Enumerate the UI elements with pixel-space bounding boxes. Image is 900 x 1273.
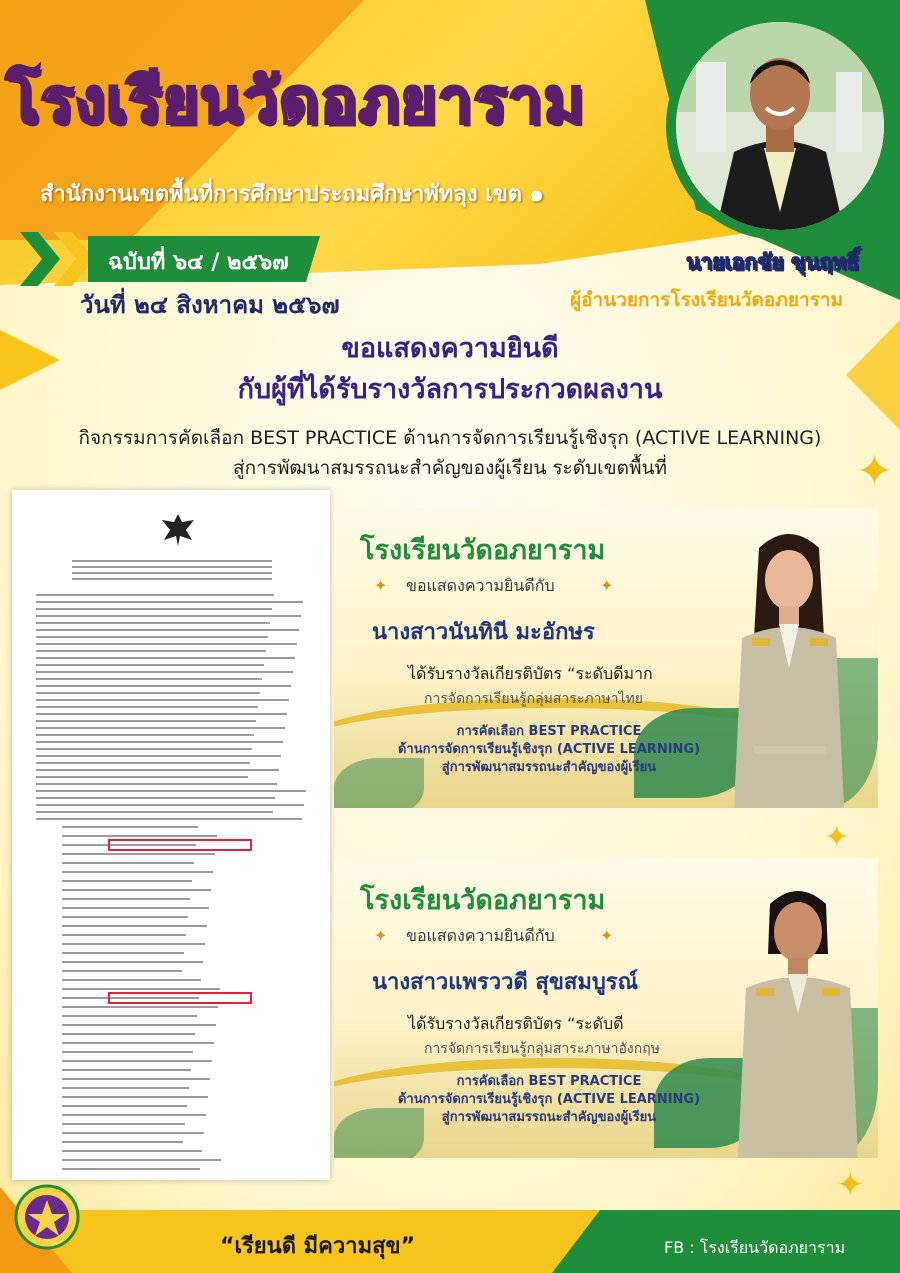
document-text-line — [62, 925, 207, 927]
highlight-box — [108, 839, 252, 851]
award-level: ได้รับรางวัลเกียรติบัตร “ระดับดีมาก — [408, 664, 653, 683]
learning-subject: การจัดการเรียนรู้กลุ่มสาระภาษาไทย — [424, 691, 643, 707]
document-text-line — [62, 1024, 216, 1026]
facebook-page[interactable]: FB : โรงเรียนวัดอภยาราม — [664, 1238, 846, 1257]
best-practice-line: ด้านการจัดการเรียนรู้เชิงรุก (ACTIVE LEARNING) — [397, 742, 701, 757]
document-text-line — [62, 1132, 204, 1134]
garuda-emblem-icon — [158, 510, 198, 550]
document-text-line — [36, 776, 248, 778]
document-text-line — [62, 961, 203, 963]
document-text-line — [62, 1069, 191, 1071]
document-text-line — [62, 952, 184, 954]
card-school-name: โรงเรียนวัดอภยาราม — [360, 885, 606, 916]
document-text-line — [36, 713, 287, 715]
office-subtitle: สำนักงานเขตพื้นที่การศึกษาประถมศึกษาพัทลุง เขต ๑ — [40, 182, 544, 207]
document-text-line — [36, 622, 270, 624]
document-text-line — [62, 1114, 206, 1116]
star-icon: ✦ — [824, 820, 850, 855]
teacher-photo — [730, 884, 866, 1158]
document-text-line — [36, 692, 260, 694]
document-text-line — [36, 818, 302, 820]
document-text-line — [36, 811, 273, 813]
document-text-line — [36, 727, 285, 729]
document-text-line — [36, 615, 301, 617]
document-text-line — [36, 608, 272, 610]
document-text-line — [62, 988, 220, 990]
document-text-line — [62, 934, 186, 936]
best-practice-line: สู่การพัฒนาสมรรถนะสำคัญของผู้เรียน — [441, 1110, 657, 1125]
document-text-line — [62, 1015, 197, 1017]
document-text-line — [36, 797, 275, 799]
document-text-line — [62, 1105, 187, 1107]
document-text-line — [62, 835, 217, 837]
document-text-line — [62, 898, 190, 900]
document-text-line — [36, 664, 264, 666]
document-text-line — [62, 862, 194, 864]
headline-activity: กิจกรรมการคัดเลือก BEST PRACTICE ด้านการจัดการเรียนรู้เชิงรุก (ACTIVE LEARNING) — [78, 427, 822, 449]
diamond-icon: ✦ — [600, 926, 614, 945]
document-text-line — [62, 1033, 195, 1035]
document-text-line — [62, 826, 198, 828]
star-icon: ✦ — [836, 1165, 865, 1205]
school-motto: “เรียนดี มีความสุข” — [220, 1234, 416, 1259]
headline-level: สู่การพัฒนาสมรรถนะสำคัญของผู้เรียน ระดับเขตพื้นที่ — [232, 457, 668, 479]
best-practice-line: ด้านการจัดการเรียนรู้เชิงรุก (ACTIVE LEARNING) — [397, 1092, 701, 1107]
award-card — [334, 858, 878, 1158]
document-text-line — [72, 566, 272, 568]
document-text-line — [62, 1051, 193, 1053]
document-text-line — [62, 970, 182, 972]
document-text-line — [36, 594, 274, 596]
document-text-line — [36, 783, 277, 785]
document-text-line — [36, 769, 279, 771]
announcement-document — [12, 490, 330, 1180]
document-text-line — [36, 790, 306, 792]
document-text-line — [36, 804, 304, 806]
document-text-line — [62, 1123, 185, 1125]
best-practice-line: การคัดเลือก BEST PRACTICE — [456, 724, 642, 739]
headline-congratulations: ขอแสดงความยินดี — [341, 333, 559, 364]
document-text-line — [62, 907, 209, 909]
document-text-line — [62, 1060, 212, 1062]
document-text-line — [62, 880, 192, 882]
award-card — [334, 508, 878, 808]
teacher-photo — [724, 528, 854, 808]
document-text-line — [36, 685, 291, 687]
document-text-line — [36, 629, 299, 631]
star-icon: ✦ — [856, 446, 893, 497]
document-text-line — [36, 650, 266, 652]
document-text-line — [62, 979, 201, 981]
document-text-line — [62, 1168, 200, 1170]
document-text-line — [36, 671, 293, 673]
card-congrats: ขอแสดงความยินดีกับ — [406, 926, 555, 945]
card-congrats: ขอแสดงความยินดีกับ — [406, 576, 555, 595]
school-title: โรงเรียนวัดอภยาราม — [6, 64, 586, 137]
document-text-line — [62, 853, 215, 855]
highlight-box — [108, 992, 252, 1004]
document-text-line — [36, 755, 281, 757]
issue-date: วันที่ ๒๔ สิงหาคม ๒๕๖๗ — [80, 291, 340, 319]
document-text-line — [72, 560, 272, 562]
document-text-line — [36, 734, 254, 736]
document-text-line — [62, 1159, 221, 1161]
document-text-line — [36, 706, 258, 708]
diamond-icon: ✦ — [374, 576, 388, 595]
school-logo-icon — [14, 1184, 80, 1250]
document-text-line — [36, 678, 262, 680]
document-text-line — [36, 636, 268, 638]
document-text-line — [72, 578, 272, 580]
document-text-line — [36, 601, 303, 603]
document-text-line — [62, 871, 213, 873]
document-text-line — [36, 748, 252, 750]
learning-subject: การจัดการเรียนรู้กลุ่มสาระภาษาอังกฤษ — [424, 1041, 660, 1057]
document-text-line — [62, 1087, 189, 1089]
document-text-line — [36, 699, 289, 701]
best-practice-line: การคัดเลือก BEST PRACTICE — [456, 1074, 642, 1089]
director-name: นายเอกชัย ขุนฤทธิ์ — [686, 250, 859, 274]
director-position: ผู้อำนวยการโรงเรียนวัดอภยาราม — [570, 289, 844, 311]
director-photo — [666, 12, 894, 240]
teacher-name: นางสาวแพรววดี สุขสมบูรณ์ — [372, 970, 639, 995]
best-practice-line: สู่การพัฒนาสมรรถนะสำคัญของผู้เรียน — [441, 760, 657, 775]
diamond-icon: ✦ — [600, 576, 614, 595]
card-school-name: โรงเรียนวัดอภยาราม — [360, 535, 606, 566]
document-text-line — [36, 720, 256, 722]
award-level: ได้รับรางวัลเกียรติบัตร “ระดับดี — [408, 1014, 624, 1033]
document-text-line — [62, 1096, 208, 1098]
document-text-line — [36, 643, 297, 645]
document-text-line — [62, 1078, 210, 1080]
document-text-line — [72, 572, 272, 574]
document-text-line — [62, 1150, 202, 1152]
document-text-line — [36, 741, 283, 743]
document-text-line — [62, 1141, 183, 1143]
teacher-name: นางสาวนันทินี มะอักษร — [372, 620, 595, 645]
document-text-line — [62, 916, 188, 918]
issue-number: ฉบับที่ ๖๔ / ๒๕๖๗ — [108, 250, 289, 275]
headline-award: กับผู้ที่ได้รับรางวัลการประกวดผลงาน — [237, 374, 663, 405]
document-text-line — [36, 762, 250, 764]
document-text-line — [36, 657, 295, 659]
document-text-line — [62, 889, 211, 891]
document-text-line — [62, 1006, 218, 1008]
diamond-icon: ✦ — [374, 926, 388, 945]
document-text-line — [62, 943, 205, 945]
document-text-line — [62, 1042, 214, 1044]
